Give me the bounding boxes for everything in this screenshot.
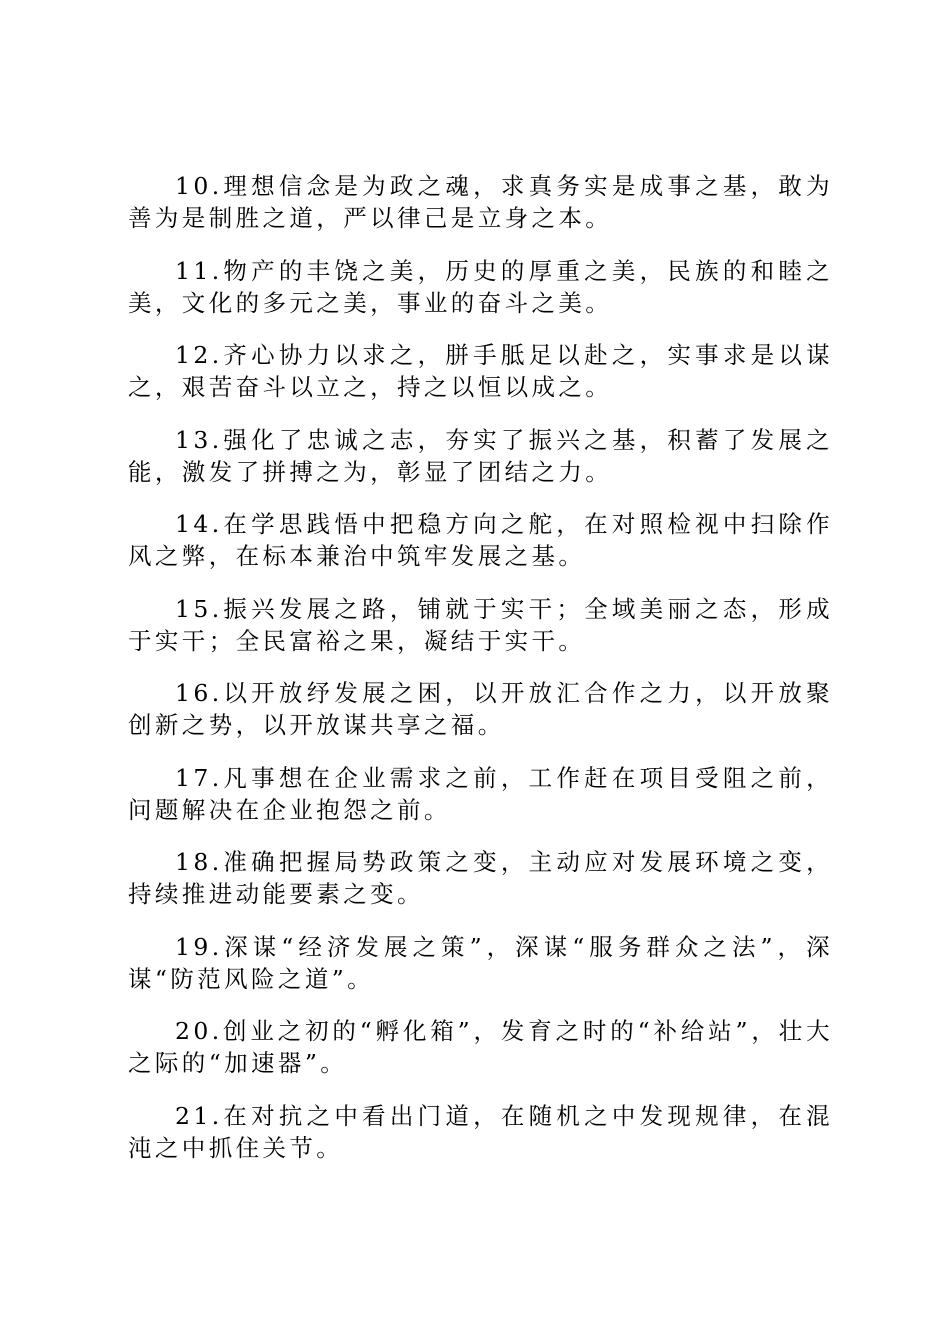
paragraph-10: 10.理想信念是为政之魂，求真务实是成事之基，敢为善为是制胜之道，严以律己是立身之本。 [128,172,833,232]
paragraph-12: 12.齐心协力以求之，胼手胝足以赴之，实事求是以谋之，艰苦奋斗以立之，持之以恒以成之。 [128,341,833,401]
paragraph-19: 19.深谋“经济发展之策”，深谋“服务群众之法”，深谋“防范风险之道”。 [128,932,833,993]
paragraph-11: 11.物产的丰饶之美，历史的厚重之美，民族的和睦之美，文化的多元之美，事业的奋斗之美。 [128,256,833,317]
paragraph-17: 17.凡事想在企业需求之前，工作赶在项目受阻之前，问题解决在企业抱怨之前。 [128,763,833,824]
paragraph-15: 15.振兴发展之路，铺就于实干；全域美丽之态，形成于实干；全民富裕之果，凝结于实干。 [128,594,833,655]
paragraph-16: 16.以开放纾发展之困，以开放汇合作之力，以开放聚创新之势，以开放谋共享之福。 [128,679,833,739]
document-body [128,170,833,1184]
paragraph-18: 18.准确把握局势政策之变，主动应对发展环境之变，持续推进动能要素之变。 [128,848,833,908]
paragraph-21: 21.在对抗之中看出门道，在随机之中发现规律，在混沌之中抓住关节。 [128,1101,833,1162]
paragraph-14: 14.在学思践悟中把稳方向之舵，在对照检视中扫除作风之弊，在标本兼治中筑牢发展之基。 [128,510,833,570]
paragraph-20: 20.创业之初的“孵化箱”，发育之时的“补给站”，壮大之际的“加速器”。 [128,1017,833,1077]
paragraph-13: 13.强化了忠诚之志，夯实了振兴之基，积蓄了发展之能，激发了拼搏之为，彰显了团结之力。 [128,425,833,486]
